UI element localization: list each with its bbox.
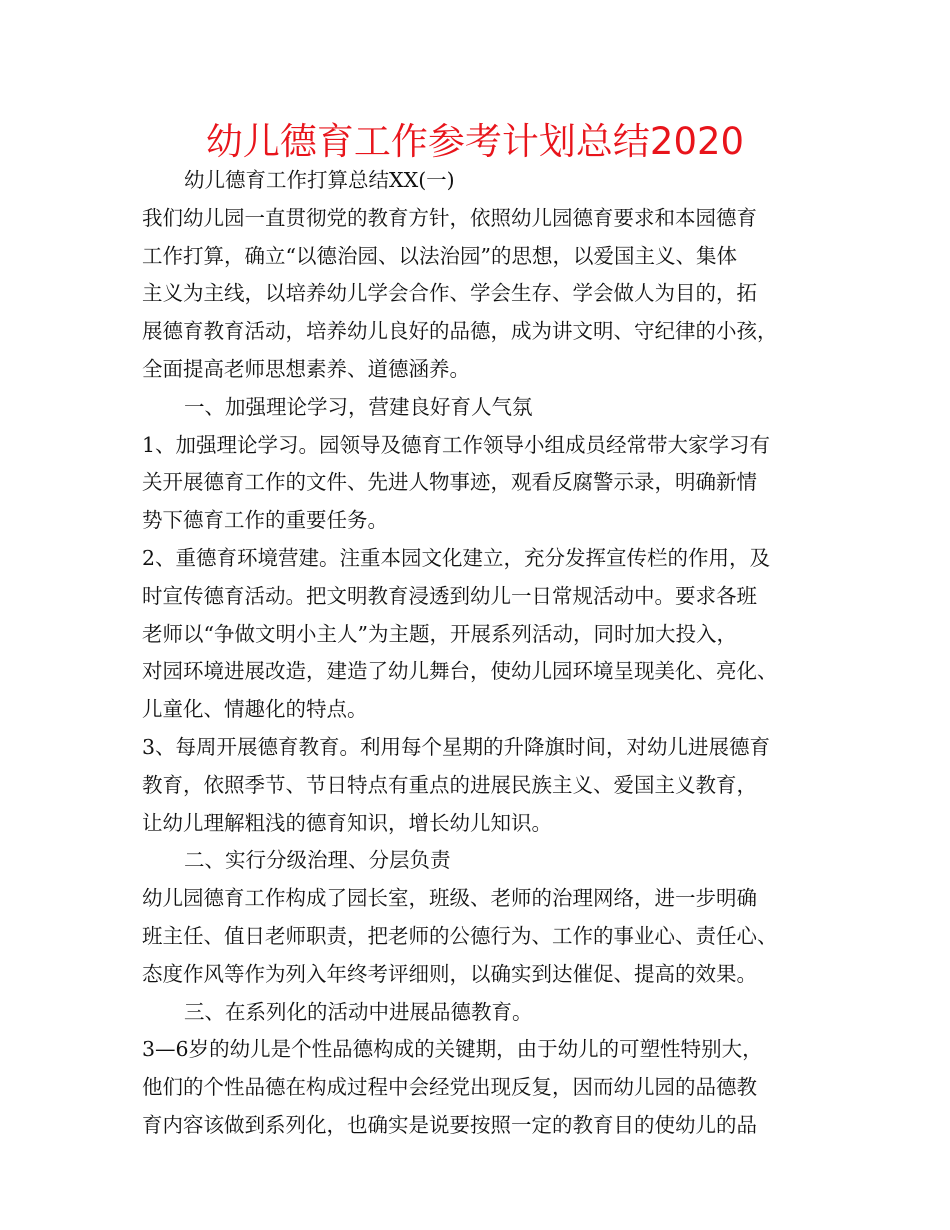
paragraph-line: 老师以“争做文明小主人”为主题，开展系列活动，同时加大投入， [142,621,737,646]
paragraph-line: 2、重德育环境营建。注重本园文化建立，充分发挥宣传栏的作用，及 [142,545,771,570]
paragraph-line: 他们的个性品德在构成过程中会经党出现反复，因而幼儿园的品德教 [142,1075,757,1100]
paragraph-line: 1、加强理论学习。园领导及德育工作领导小组成员经常带大家学习有 [142,432,771,457]
paragraph-line: 态度作风等作为列入年终考评细则，以确实到达催促、提高的效果。 [142,961,757,986]
paragraph-line: 儿童化、情趣化的特点。 [142,697,368,722]
document-body [142,162,842,1145]
paragraph-line: 时宣传德育活动。把文明教育浸透到幼儿一日常规活动中。要求各班 [142,583,757,608]
paragraph-line: 幼儿园德育工作构成了园长室，班级、老师的治理网络，进一步明确 [142,886,757,911]
paragraph-line: 关开展德育工作的文件、先进人物事迹，观看反腐警示录，明确新情 [142,470,757,495]
paragraph-line: 主义为主线，以培养幼儿学会合作、学会生存、学会做人为目的，拓 [142,281,757,306]
document-title: 幼儿德育工作参考计划总结2020 [205,120,745,163]
paragraph-line: 班主任、值日老师职责，把老师的公德行为、工作的事业心、责任心、 [142,923,778,948]
paragraph-line: 我们幼儿园一直贯彻党的教育方针，依照幼儿园德育要求和本园德育 [142,205,757,230]
paragraph-line: 3—6岁的幼儿是个性品德构成的关键期，由于幼儿的可塑性特别大， [142,1037,763,1062]
paragraph-line: 对园环境进展改造，建造了幼儿舞台，使幼儿园环境呈现美化、亮化、 [142,659,778,684]
section-heading-line: 一、加强理论学习，营建良好育人气氛 [184,394,533,419]
paragraph-line: 势下德育工作的重要任务。 [142,508,388,533]
paragraph-line: 全面提高老师思想素养、道德涵养。 [142,356,470,381]
paragraph-line: 工作打算，确立“以德治园、以法治园”的思想，以爱国主义、集体 [142,243,737,268]
paragraph-line: 展德育教育活动，培养幼儿良好的品德，成为讲文明、守纪律的小孩， [142,319,778,344]
paragraph-line: 育内容该做到系列化，也确实是说要按照一定的教育目的使幼儿的品 [142,1112,757,1137]
section-heading-line: 三、在系列化的活动中进展品德教育。 [184,999,533,1024]
paragraph-line: 3、每周开展德育教育。利用每个星期的升降旗时间，对幼儿进展德育 [142,734,771,759]
paragraph-line: 教育，依照季节、节日特点有重点的进展民族主义、爱国主义教育， [142,772,757,797]
section-heading-line: 二、实行分级治理、分层负责 [184,848,451,873]
paragraph-line: 让幼儿理解粗浅的德育知识，增长幼儿知识。 [142,810,552,835]
section-heading-line: 幼儿德育工作打算总结XX(一) [184,168,455,192]
